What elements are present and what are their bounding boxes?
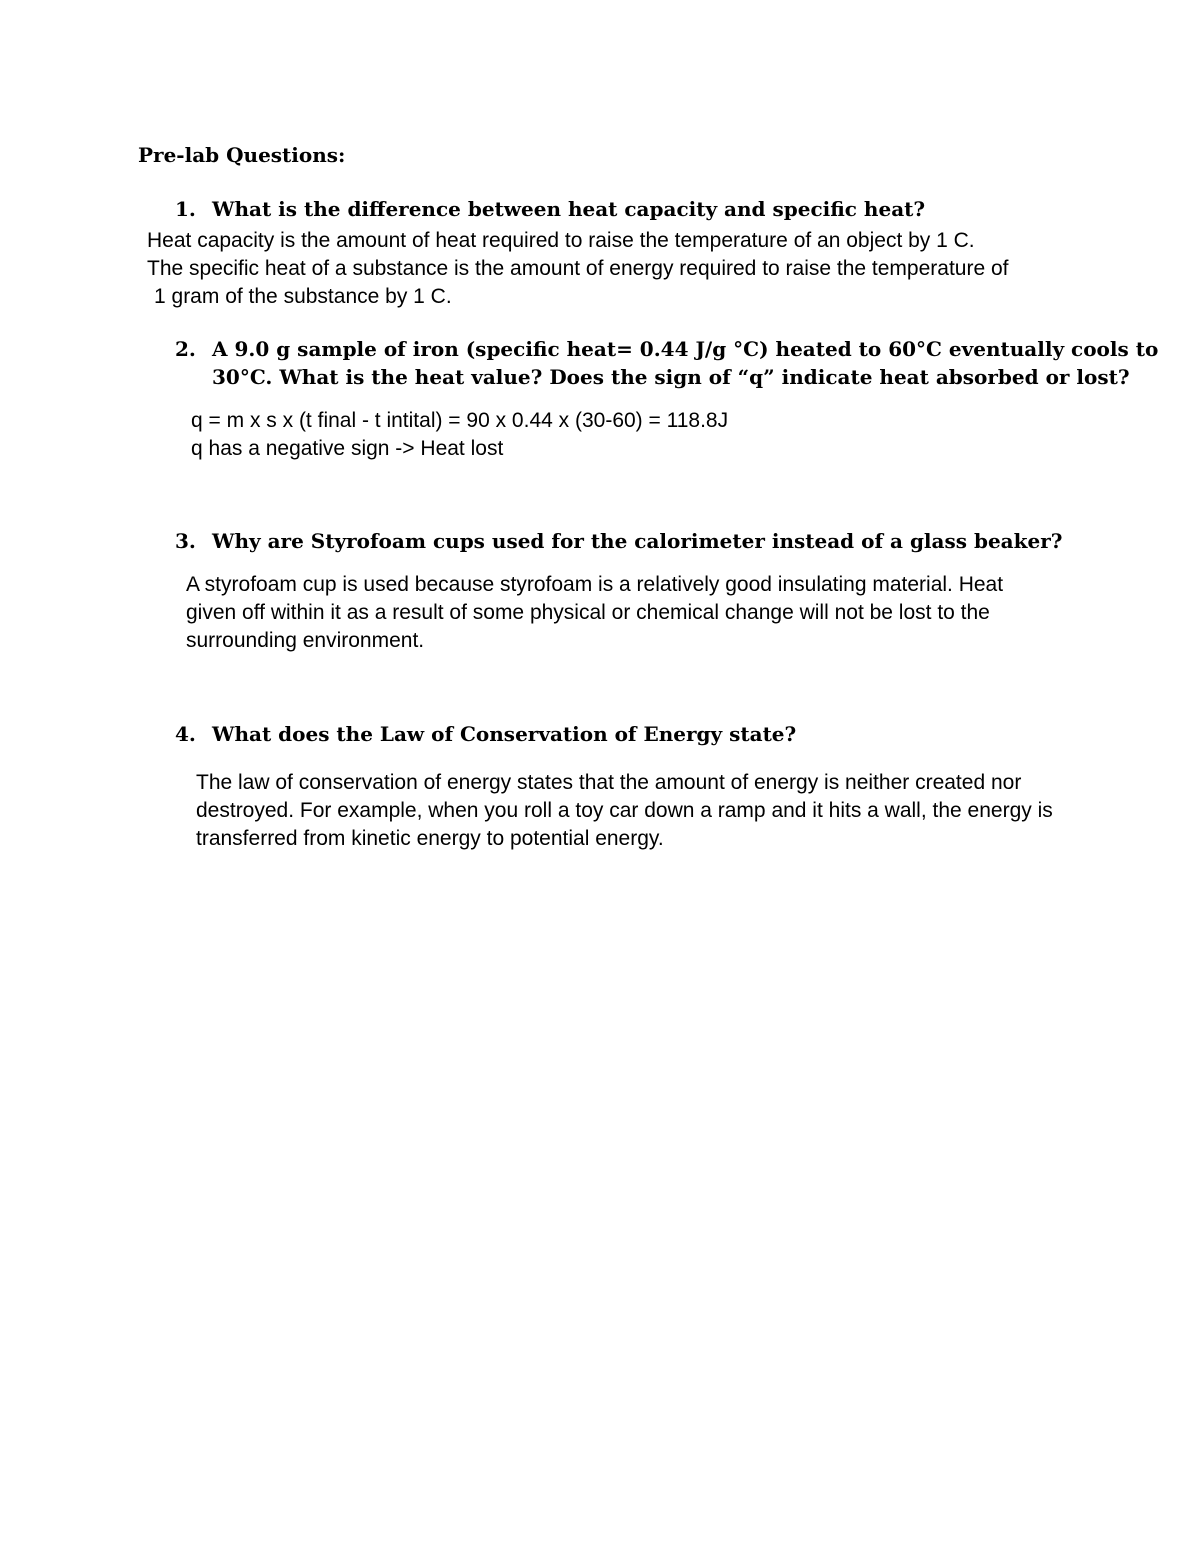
question-4-text: What does the Law of Conservation of Energy state? — [212, 722, 797, 746]
question-1-number: 1. — [175, 197, 196, 221]
answer-1-line-2: The specific heat of a substance is the amount of energy required to raise the temperature of — [147, 257, 1009, 280]
answer-3-line-3: surrounding environment. — [186, 629, 425, 652]
question-3-text: Why are Styrofoam cups used for the calorimeter instead of a glass beaker? — [212, 529, 1063, 553]
question-1-text: What is the difference between heat capacity and specific heat? — [212, 197, 926, 221]
question-2-number: 2. — [175, 337, 196, 361]
page-heading: Pre-lab Questions: — [138, 143, 346, 167]
answer-3-line-1: A styrofoam cup is used because styrofoam is a relatively good insulating material. Heat — [186, 573, 1004, 596]
answer-2-line-2: q has a negative sign -> Heat lost — [191, 437, 504, 460]
answer-3-line-2: given off within it as a result of some physical or chemical change will not be lost to the — [186, 601, 990, 624]
question-4-number: 4. — [175, 722, 196, 746]
answer-4-line-3: transferred from kinetic energy to potential energy. — [196, 827, 664, 850]
question-2-text-line-1: A 9.0 g sample of iron (specific heat= 0.44 J/g °C) heated to 60°C eventually cools to — [212, 337, 1159, 361]
answer-4-line-1: The law of conservation of energy states that the amount of energy is neither created nor — [196, 771, 1022, 794]
answer-2-line-1: q = m x s x (t final - t intital) = 90 x 0.44 x (30-60) = 118.8J — [191, 409, 729, 432]
question-3-number: 3. — [175, 529, 196, 553]
answer-1-line-3: 1 gram of the substance by 1 C. — [154, 285, 452, 308]
question-2-text-line-2: 30°C. What is the heat value? Does the sign of “q” indicate heat absorbed or lost? — [212, 365, 1130, 389]
answer-4-line-2: destroyed. For example, when you roll a toy car down a ramp and it hits a wall, the energy is — [196, 799, 1053, 822]
answer-1-line-1: Heat capacity is the amount of heat required to raise the temperature of an object by 1 C. — [147, 229, 975, 252]
